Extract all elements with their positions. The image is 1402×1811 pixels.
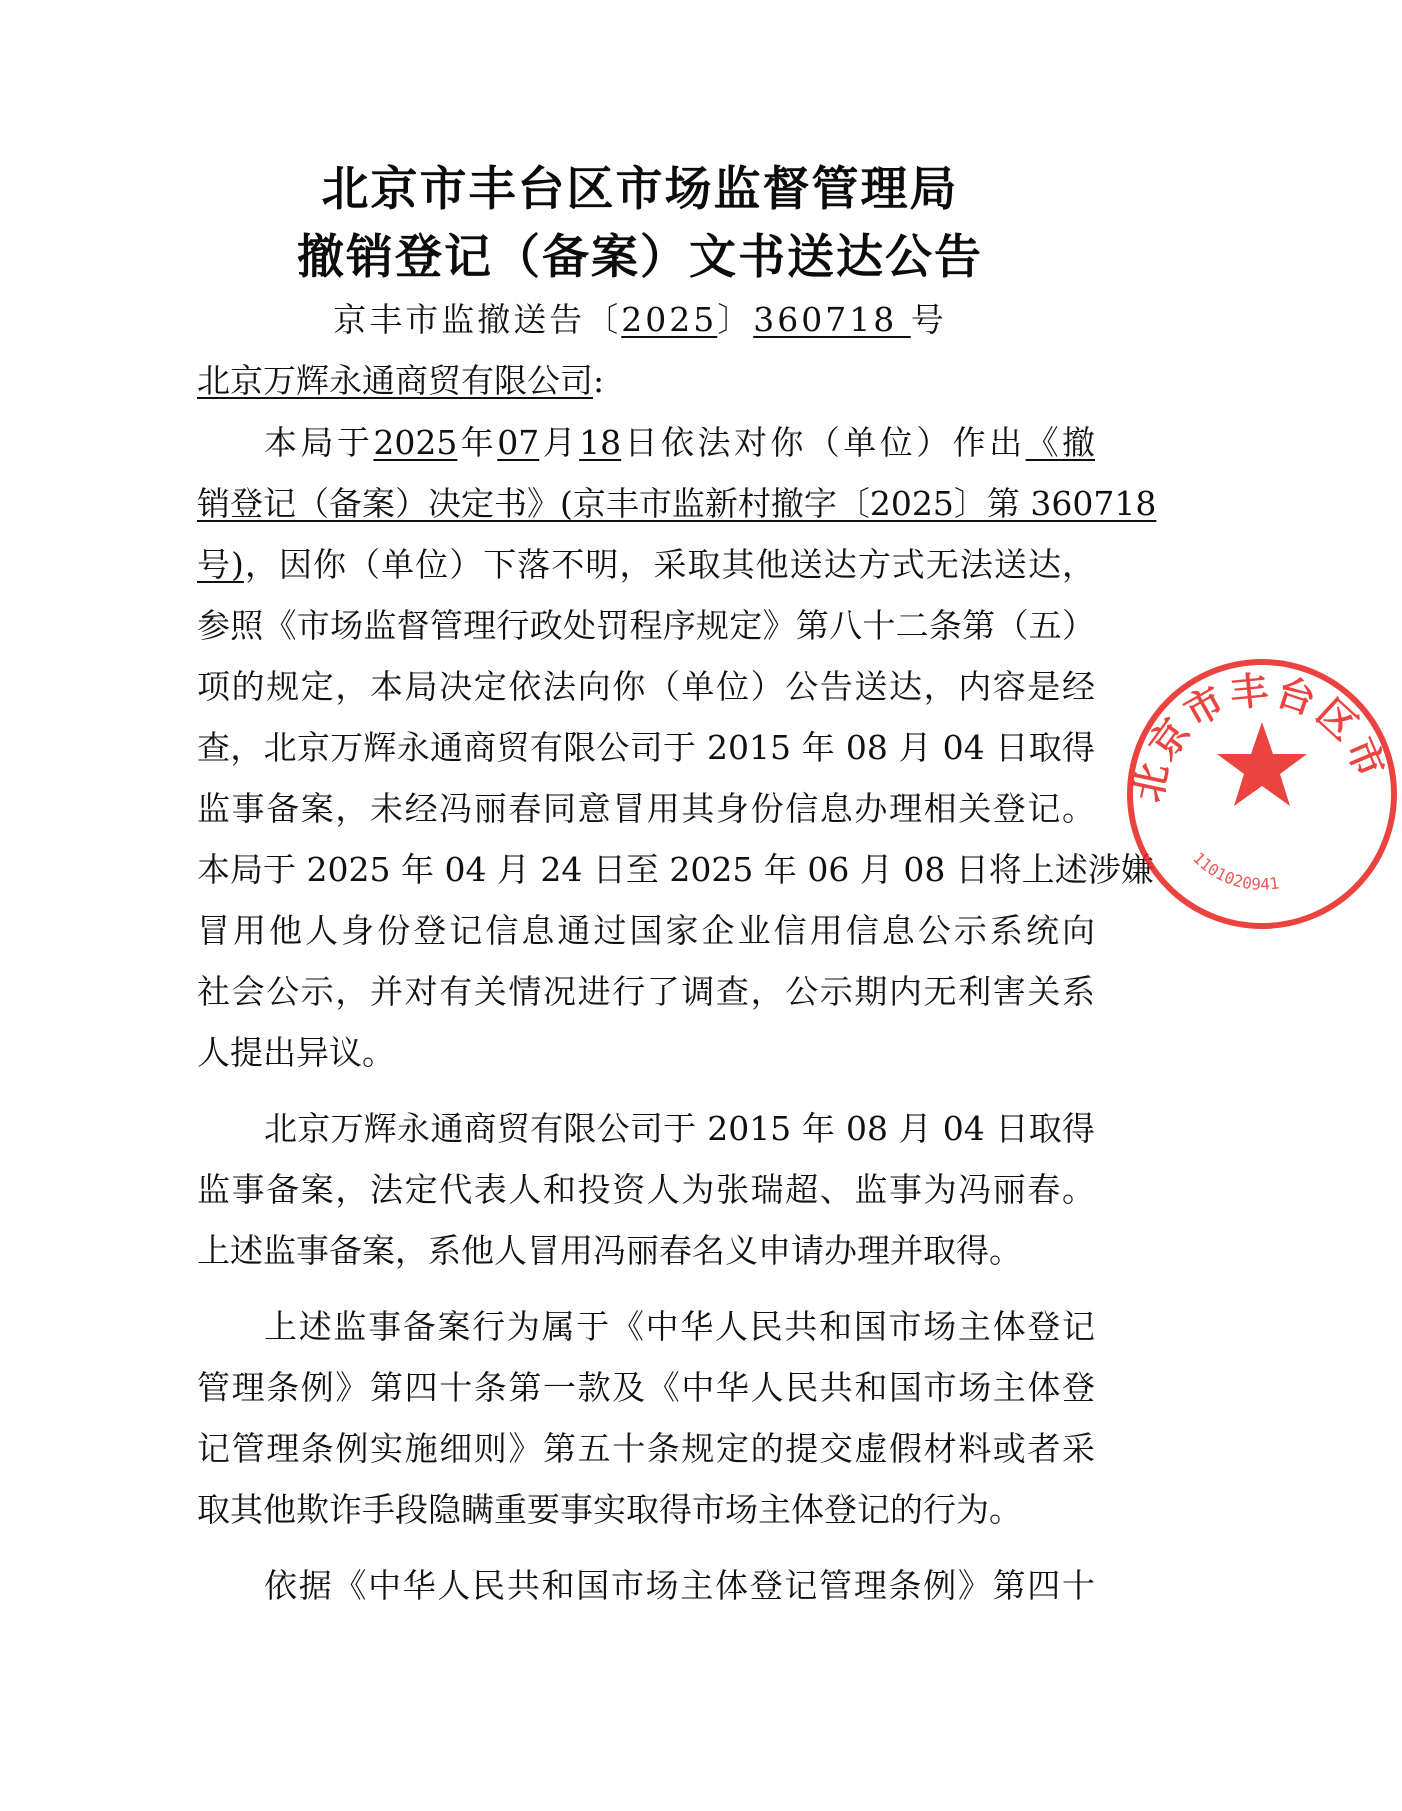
official-seal-stamp: [1122, 654, 1402, 934]
para3-line-2: 管理条例》第四十条第一款及《中华人民共和国市场主体登: [197, 1368, 1095, 1407]
docno-prefix: 京丰市监撤送告〔: [333, 300, 622, 339]
para1-line-7: 监事备案，未经冯丽春同意冒用其身份信息办理相关登记。: [197, 789, 1095, 828]
para1-line-5: 项的规定，本局决定依法向你（单位）公告送达，内容是经: [197, 667, 1095, 706]
para1-line-2: 销登记（备案）决定书》(京丰市监新村撤字〔2025〕第 360718: [197, 484, 1157, 523]
seal-star-icon: [1217, 722, 1307, 806]
para3-line-4: 取其他欺诈手段隐瞒重要事实取得市场主体登记的行为。: [197, 1490, 1022, 1529]
para1-day: 18: [579, 423, 622, 462]
para1-line-11: 人提出异议。: [197, 1033, 395, 1072]
addressee-colon: :: [593, 361, 605, 400]
para1-doc-title-end: 号): [197, 545, 244, 584]
addressee-line: [197, 355, 1095, 407]
para1-line-6: 查，北京万辉永通商贸有限公司于 2015 年 08 月 04 日取得: [197, 728, 1095, 767]
para1-line-3-text: ，因你（单位）下落不明，采取其他送达方式无法送达，: [243, 545, 1096, 584]
docno-number: 360718: [753, 300, 911, 339]
para1-text-d: 日依法对你（单位）作出: [621, 423, 1026, 462]
addressee-name: 北京万辉永通商贸有限公司: [197, 361, 593, 400]
para4-line-1: 依据《中华人民共和国市场主体登记管理条例》第四十: [264, 1566, 1095, 1605]
svg-text:1101020941: [1189, 848, 1280, 894]
para2-line-3: 上述监事备案，系他人冒用冯丽春名义申请办理并取得。: [197, 1231, 1022, 1270]
para3-line-1: 上述监事备案行为属于《中华人民共和国市场主体登记: [264, 1307, 1095, 1346]
para1-line-3: [197, 539, 1095, 591]
seal-code-text: 1101020941: [1189, 848, 1281, 894]
para1-line-4: 参照《市场监督管理行政处罚程序规定》第八十二条第（五）: [197, 606, 1095, 645]
para1-text-c: 月: [539, 423, 580, 462]
para2-line-2: 监事备案，法定代表人和投资人为张瑞超、监事为冯丽春。: [197, 1170, 1095, 1209]
para1-year: 2025: [373, 423, 458, 462]
para1-line-9: 冒用他人身份登记信息通过国家企业信用信息公示系统向: [197, 911, 1095, 950]
para1-doc-title-start: 《撤: [1025, 423, 1096, 462]
title-line-1: 北京市丰台区市场监督管理局: [321, 162, 959, 217]
title-line-2: 撤销登记（备案）文书送达公告: [297, 230, 983, 285]
para1-line-10: 社会公示，并对有关情况进行了调查，公示期内无利害关系: [197, 972, 1095, 1011]
para1-line-8: 本局于 2025 年 04 月 24 日至 2025 年 06 月 08 日将上述涉嫌: [197, 850, 1154, 889]
docno-mid: 〕: [717, 300, 754, 339]
para1-text-b: 年: [457, 423, 498, 462]
para1-text-a: 本局于: [264, 423, 374, 462]
docno-year: 2025: [621, 300, 718, 339]
docno-suffix: 号: [910, 300, 947, 339]
seal-ring-text: 北京市丰台区市: [1125, 667, 1395, 806]
para2-line-1: 北京万辉永通商贸有限公司于 2015 年 08 月 04 日取得: [264, 1109, 1095, 1148]
document-number: [0, 294, 1280, 341]
para3-line-3: 记管理条例实施细则》第五十条规定的提交虚假材料或者采: [197, 1429, 1095, 1468]
para1-month: 07: [497, 423, 540, 462]
para1-line-1: [264, 417, 1095, 469]
